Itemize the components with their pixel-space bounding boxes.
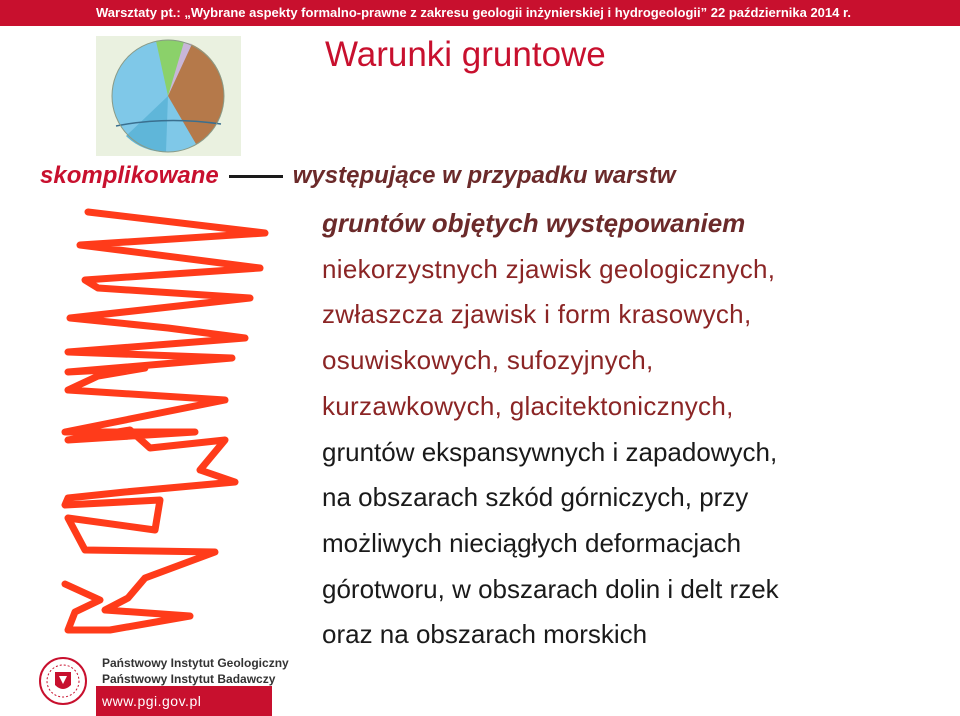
- list-item: górotworu, w obszarach dolin i delt rzek: [322, 573, 779, 604]
- keyword: skomplikowane: [40, 162, 219, 189]
- list-item: niekorzystnych zjawisk geologicznych,: [322, 253, 776, 284]
- list-item: możliwych nieciągłych deformacjach: [322, 527, 742, 558]
- list-item: osuwiskowych, sufozyjnych,: [322, 345, 654, 376]
- org-name-line1: Państwowy Instytut Geologiczny: [102, 656, 289, 670]
- lead-text: występujące w przypadku warstw: [292, 162, 676, 189]
- geology-pie-icon: [96, 36, 241, 156]
- header-banner: [0, 0, 960, 26]
- page-title: Warunki gruntowe: [325, 35, 606, 74]
- list-item: oraz na obszarach morskich: [322, 619, 648, 650]
- list-item: na obszarach szkód górniczych, przy: [322, 482, 749, 513]
- website-link[interactable]: www.pgi.gov.pl: [96, 686, 272, 716]
- list-item: kurzawkowych, glacitektonicznych,: [322, 390, 734, 421]
- pgi-logo-icon: [38, 656, 88, 706]
- org-name-line2: Państwowy Instytut Badawczy: [102, 672, 276, 686]
- condition-list: [322, 201, 779, 658]
- dash-divider: [229, 175, 283, 178]
- list-item: gruntów objętych występowaniem: [322, 208, 746, 238]
- banner-text: Warsztaty pt.: „Wybrane aspekty formalno-prawne z zakresu geologii inżynierskiej i hydrogeologii” 22 października 2014 r.: [96, 5, 851, 20]
- zigzag-icon: [50, 200, 290, 640]
- list-item: gruntów ekspansywnych i zapadowych,: [322, 436, 778, 467]
- list-item: zwłaszcza zjawisk i form krasowych,: [322, 299, 752, 330]
- lead-line: [40, 156, 676, 196]
